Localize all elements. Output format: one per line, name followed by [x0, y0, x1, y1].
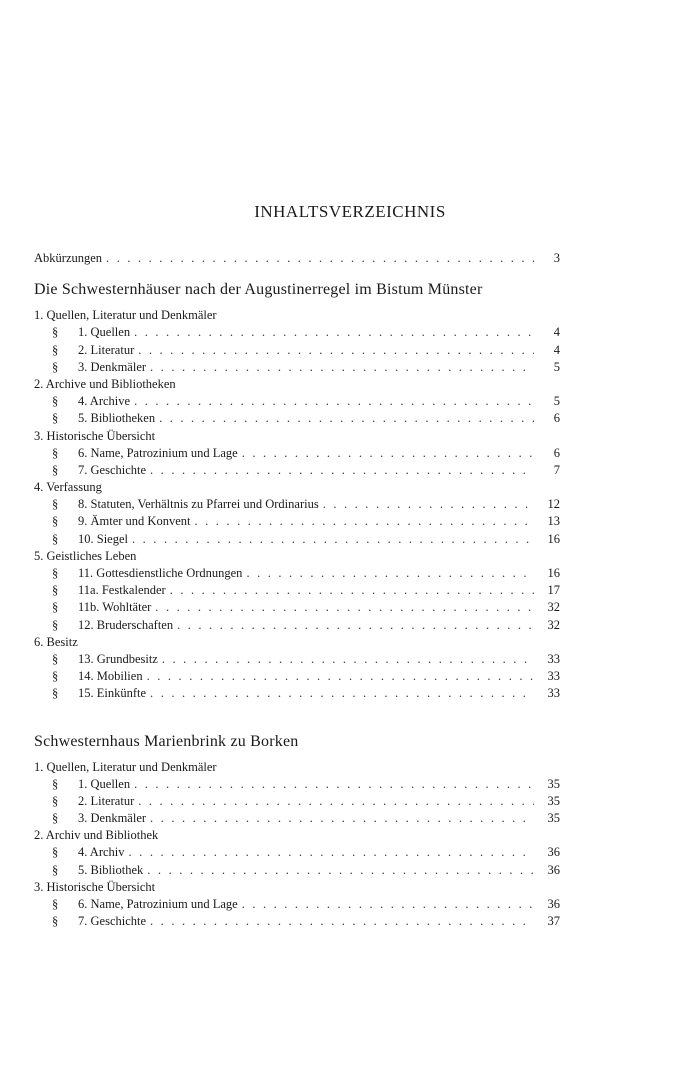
toc-section [34, 731, 560, 931]
toc-entry-text: 1. Quellen [78, 776, 131, 791]
toc-entry-page: 35 [547, 776, 560, 791]
leader-dots [134, 393, 534, 410]
toc-entry [34, 913, 560, 930]
section-sign: § [52, 411, 59, 426]
leader-dots [242, 445, 534, 462]
toc-group-heading: 1. Quellen, Literatur und Denkmäler [34, 759, 217, 774]
leader-dots [134, 324, 534, 341]
toc-group-heading: 5. Geistliches Leben [34, 548, 137, 563]
section-sign: § [52, 600, 59, 615]
toc-entry-label [52, 810, 150, 827]
toc-entry-page: 35 [547, 811, 560, 826]
toc-entry-page: 36 [547, 862, 560, 877]
section-heading: Schwesternhaus Marienbrink zu Borken [34, 732, 299, 750]
toc-entry-page: 35 [547, 793, 560, 808]
toc-entry [34, 324, 560, 341]
toc-entry [34, 531, 560, 548]
toc-entry-text: 2. Literatur [78, 342, 135, 357]
leader-dots [159, 410, 534, 427]
leader-dots [138, 793, 534, 810]
toc-entry-label [52, 359, 150, 376]
toc-entry-page: 5 [553, 394, 560, 409]
toc-entry-text: 12. Bruderschaften [78, 617, 174, 632]
section-sign: § [52, 914, 59, 929]
toc-entry-label [52, 617, 177, 634]
toc-entry-text: 11. Gottesdienstliche Ordnungen [78, 566, 243, 580]
toc-entry-label [52, 685, 150, 702]
toc-entry-abkuerzungen [34, 250, 560, 267]
leader-dots [129, 844, 534, 861]
toc-entry-text: 6. Name, Patrozinium und Lage [78, 897, 238, 911]
leader-dots [155, 599, 534, 616]
toc-entry-text: 5. Bibliothek [78, 862, 144, 877]
toc-entry-page: 6 [553, 411, 560, 426]
section-sign: § [52, 651, 59, 666]
toc-entry-page: 5 [553, 359, 560, 374]
leader-dots [147, 862, 534, 879]
leader-dots [138, 342, 534, 359]
section-sign: § [52, 669, 59, 684]
section-sign: § [52, 359, 59, 374]
section-sign: § [52, 342, 59, 357]
leader-dots [246, 565, 534, 582]
toc-entry-label [52, 913, 150, 930]
toc-entry [34, 462, 560, 479]
toc-group-heading: 2. Archive und Bibliotheken [34, 376, 176, 391]
toc-entry-label [52, 582, 170, 599]
toc-entry [34, 513, 560, 530]
toc-entry-label [52, 599, 155, 616]
leader-dots [194, 513, 534, 530]
toc-group-heading: 4. Verfassung [34, 480, 102, 495]
toc-entry [34, 410, 560, 427]
toc-entry-label [52, 496, 323, 513]
section-sign: § [52, 776, 59, 791]
toc-entry-label [52, 445, 242, 462]
toc-group-heading: 2. Archiv und Bibliothek [34, 828, 159, 843]
section-sign: § [52, 583, 59, 598]
section-sign: § [52, 445, 59, 460]
section-sign: § [52, 514, 59, 529]
toc-entry-label [52, 896, 242, 913]
toc-section [34, 279, 560, 702]
toc-entry-text: 13. Grundbesitz [78, 651, 158, 666]
leader-dots [150, 685, 534, 702]
toc-entry-page: 33 [547, 669, 560, 684]
section-sign: § [52, 497, 59, 512]
toc-entry [34, 685, 560, 702]
toc-entry-label [52, 513, 194, 530]
section-sign: § [52, 862, 59, 877]
toc-entry [34, 342, 560, 359]
toc-entry-label [52, 651, 162, 668]
toc-entry-label [52, 462, 150, 479]
toc-entry-page: 33 [547, 686, 560, 701]
toc-entry-page: 12 [547, 497, 560, 512]
toc-entry [34, 393, 560, 410]
toc-entry [34, 496, 560, 513]
toc-entry-label [52, 393, 134, 410]
toc-group-heading: 3. Historische Übersicht [34, 879, 156, 894]
toc-entry-text: 14. Mobilien [78, 669, 143, 684]
toc-entry-page: 36 [547, 897, 560, 911]
section-sign: § [52, 325, 59, 340]
toc-entry-page: 4 [553, 342, 560, 357]
section-sign: § [52, 845, 59, 860]
leader-dots [323, 496, 534, 513]
leader-dots [150, 462, 534, 479]
section-sign: § [52, 462, 59, 477]
toc-entry-page: 4 [553, 325, 560, 340]
section-sign: § [52, 811, 59, 826]
leader-dots [177, 617, 534, 634]
toc-group-heading: 3. Historische Übersicht [34, 428, 156, 443]
toc-entry-text: 3. Denkmäler [78, 359, 147, 374]
toc-entry-page: 17 [547, 583, 560, 598]
toc-entry [34, 565, 560, 582]
leader-dots [170, 582, 534, 599]
toc-entry-text: 4. Archiv [78, 845, 125, 860]
toc-entry-label: Abkürzungen [34, 251, 103, 265]
toc-entry-label [52, 862, 147, 879]
toc-entry-text: 11b. Wohltäter [78, 600, 152, 615]
toc-entry [34, 793, 560, 810]
toc-entry-label [52, 324, 134, 341]
toc-entry-text: 1. Quellen [78, 325, 131, 340]
toc-entry [34, 599, 560, 616]
section-sign: § [52, 686, 59, 701]
toc-entry-label [52, 565, 246, 582]
toc-entry-text: 15. Einkünfte [78, 686, 147, 701]
toc-entry [34, 862, 560, 879]
toc-entry [34, 668, 560, 685]
section-sign: § [52, 394, 59, 409]
leader-dots [150, 810, 534, 827]
leader-dots [132, 531, 534, 548]
toc-entry-label [52, 844, 129, 861]
toc-entry-text: 5. Bibliotheken [78, 411, 156, 426]
leader-dots [106, 250, 534, 267]
toc-group-heading: 6. Besitz [34, 634, 78, 649]
toc-entry [34, 776, 560, 793]
toc-entry [34, 810, 560, 827]
toc-sections [34, 279, 560, 930]
toc-entry-label [52, 793, 138, 810]
toc-entry-label [52, 342, 138, 359]
leader-dots [147, 668, 534, 685]
section-heading: Die Schwesternhäuser nach der Augustinerregel im Bistum Münster [34, 281, 483, 299]
leader-dots [162, 651, 534, 668]
toc-entry-text: 6. Name, Patrozinium und Lage [78, 445, 238, 460]
leader-dots [242, 896, 534, 913]
leader-dots [150, 913, 534, 930]
toc-entry-label [52, 531, 132, 548]
toc-entry-label [52, 776, 134, 793]
leader-dots [150, 359, 534, 376]
table-of-contents [34, 250, 560, 930]
section-sign: § [52, 897, 59, 911]
section-sign: § [52, 531, 59, 546]
toc-entry-text: 11a. Festkalender [78, 583, 166, 598]
toc-entry-page: 32 [547, 600, 560, 615]
toc-entry [34, 617, 560, 634]
toc-entry-text: 9. Ämter und Konvent [78, 514, 191, 529]
toc-entry [34, 359, 560, 376]
toc-entry-page: 6 [553, 445, 560, 460]
page-title: INHALTSVERZEICHNIS [254, 202, 446, 221]
toc-entry-text: 7. Geschichte [78, 914, 147, 929]
toc-entry [34, 651, 560, 668]
toc-entry-page: 16 [547, 566, 560, 580]
toc-entry-page: 13 [547, 514, 560, 529]
section-sign: § [52, 793, 59, 808]
toc-entry-text: 3. Denkmäler [78, 811, 147, 826]
toc-entry-label [52, 410, 159, 427]
toc-entry [34, 582, 560, 599]
toc-group-heading: 1. Quellen, Literatur und Denkmäler [34, 308, 217, 323]
section-sign: § [52, 617, 59, 632]
toc-entry [34, 445, 560, 462]
toc-entry-text: 10. Siegel [78, 531, 128, 546]
toc-entry-text: 4. Archive [78, 394, 131, 409]
leader-dots [134, 776, 534, 793]
toc-entry-page: 16 [547, 531, 560, 546]
toc-entry-page: 33 [547, 651, 560, 666]
section-sign: § [52, 566, 59, 580]
toc-entry-label [52, 668, 147, 685]
toc-entry-page: 32 [547, 617, 560, 632]
toc-entry-page: 37 [547, 914, 560, 929]
toc-entry-page: 3 [553, 251, 560, 265]
toc-entry-text: 7. Geschichte [78, 462, 147, 477]
toc-entry-text: 8. Statuten, Verhältnis zu Pfarrei und Ordinarius [78, 497, 319, 512]
toc-entry [34, 896, 560, 913]
toc-entry-text: 2. Literatur [78, 793, 135, 808]
toc-entry-page: 36 [547, 845, 560, 860]
toc-entry-page: 7 [553, 462, 560, 477]
toc-entry [34, 844, 560, 861]
